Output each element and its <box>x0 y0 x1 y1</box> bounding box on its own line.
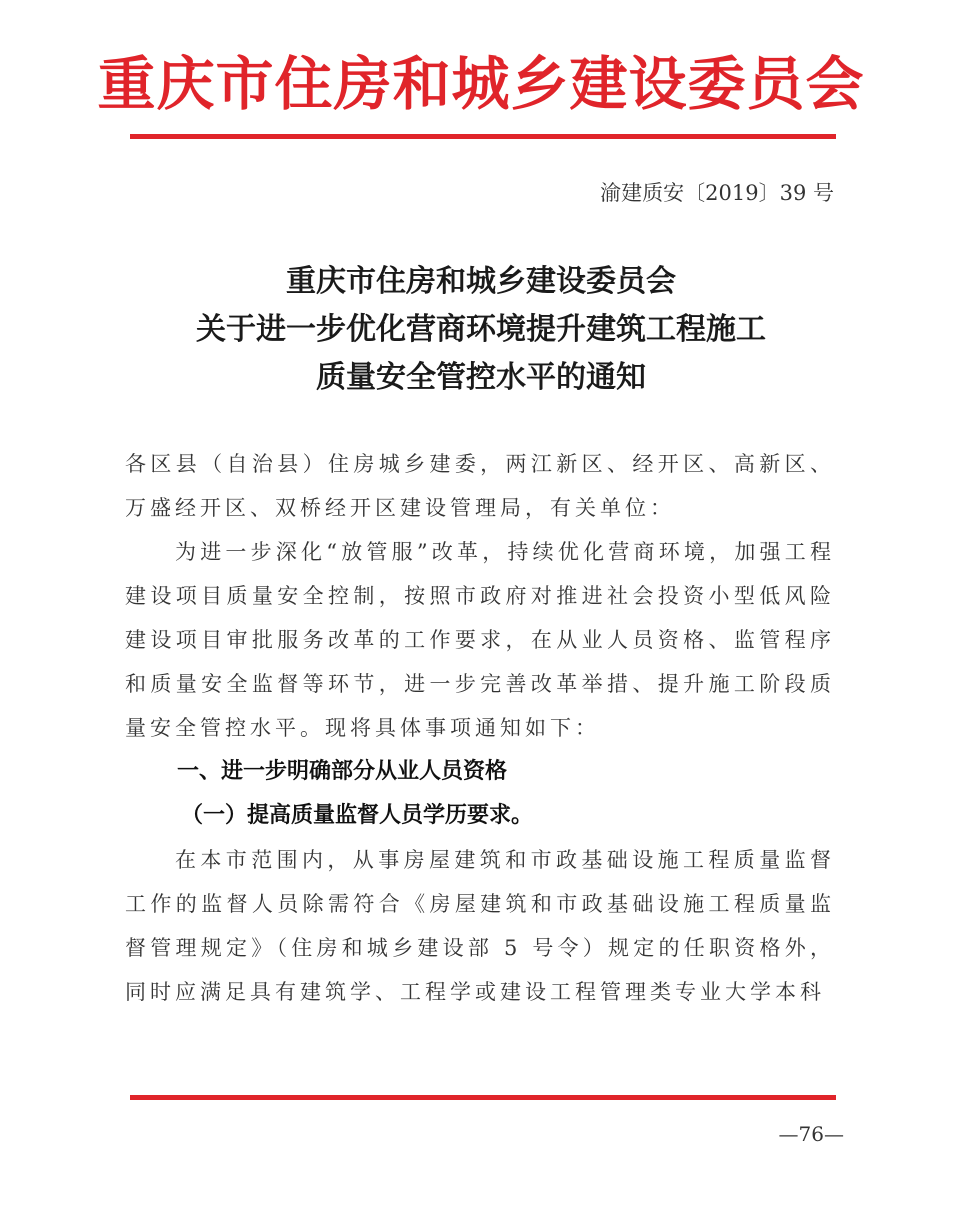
section-heading: 一、进一步明确部分从业人员资格 <box>177 759 508 784</box>
title-line-1: 重庆市住房和城乡建设委员会 <box>286 264 676 299</box>
addressee-paragraph: 各区县（自治县）住房城乡建委，两江新区、经开区、高新区、万盛经开区、双桥经开区建设管理局，有关单位： <box>125 452 835 520</box>
document-body <box>125 442 835 1014</box>
notice-title <box>0 258 962 402</box>
document-number: 渝建质安〔2019〕39 号 <box>600 181 834 205</box>
title-line-2: 关于进一步优化营商环境提升建筑工程施工 <box>196 312 766 347</box>
footer-divider <box>130 1095 836 1100</box>
page-number: —76— <box>778 1122 844 1146</box>
subsection-heading: （一）提高质量监督人员学历要求。 <box>181 803 534 828</box>
title-line-3: 质量安全管控水平的通知 <box>316 360 646 395</box>
letterhead-title: 重庆市住房和城乡建设委员会 <box>97 50 865 118</box>
intro-paragraph: 为进一步深化“放管服”改革，持续优化营商环境，加强工程建设项目质量安全控制，按照市政府对推进社会投资小型低风险建设项目审批服务改革的工作要求，在从业人员资格、监管程序和质量安全监督等环节，进一步完善改革举措、提升施工阶段质量安全管控水平。现将具体事项通知如下： <box>125 540 835 740</box>
subsection-paragraph: 在本市范围内，从事房屋建筑和市政基础设施工程质量监督工作的监督人员除需符合《房屋建筑和市政基础设施工程质量监督管理规定》（住房和城乡建设部 5 号令）规定的任职资格外，同时应满足具有建筑学、工程学或建设工程管理类专业大学本科 <box>125 848 835 1004</box>
letterhead-divider <box>130 134 836 139</box>
